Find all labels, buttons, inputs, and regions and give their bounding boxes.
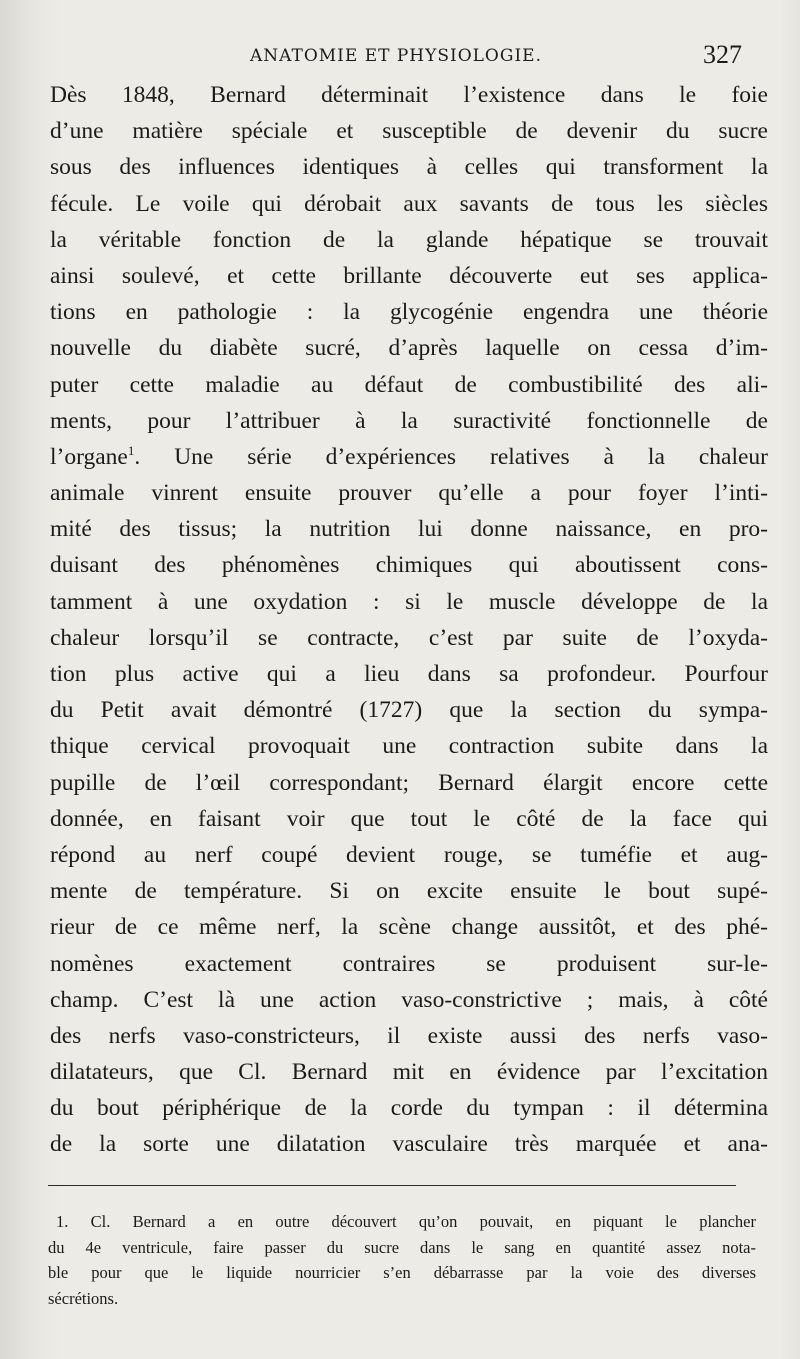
text-line: mente de température. Si on excite ensuite le bout supé- — [50, 878, 768, 905]
text-line: du Petit avait démontré (1727) que la section du sympa- — [50, 697, 768, 724]
text-line: thique cervical provoquait une contraction subite dans la — [50, 733, 768, 760]
text-line: Dès 1848, Bernard déterminait l’existence dans le foie — [50, 82, 768, 108]
text-line: du bout périphérique de la corde du tympan : il détermina — [50, 1095, 768, 1122]
text-line: dilatateurs, que Cl. Bernard mit en évidence par l’excitation — [50, 1059, 768, 1086]
footnotes — [48, 1209, 756, 1311]
text-line: des nerfs vaso-constricteurs, il existe aussi des nerfs vaso- — [50, 1022, 768, 1049]
text-line: de la sorte une dilatation vasculaire très marquée et ana- — [50, 1131, 768, 1158]
text-line: tions en pathologie : la glycogénie engendra une théorie — [50, 299, 768, 326]
body-text — [50, 77, 768, 1163]
footnote-line: 1. Cl. Bernard a en outre découvert qu’on pouvait, en piquant le plancher — [56, 1212, 756, 1231]
text-line: duisant des phénomènes chimiques qui aboutissent cons- — [50, 552, 768, 579]
page-number: 327 — [703, 40, 742, 69]
text-line: animale vinrent ensuite prouver qu’elle a pour foyer l’inti- — [50, 480, 768, 507]
footnote-line: ble pour que le liquide nourricier s’en débarrasse par la voie des diverses — [48, 1263, 756, 1282]
text-line: nouvelle du diabète sucré, d’après laquelle on cessa d’im- — [50, 335, 768, 362]
footnote-line: sécrétions. — [48, 1288, 119, 1308]
text-line: fécule. Le voile qui dérobait aux savants de tous les siècles — [50, 190, 768, 217]
text-line: répond au nerf coupé devient rouge, se tuméfie et aug- — [50, 841, 768, 868]
text-fragment: . Une série d’expériences relatives à la chaleur — [134, 443, 768, 470]
footnote-rule — [48, 1185, 736, 1186]
text-line: rieur de ce même nerf, la scène change aussitôt, et des phé- — [50, 914, 768, 941]
text-line: pupille de l’œil correspondant; Bernard élargit encore cette — [50, 769, 768, 796]
running-header — [0, 40, 800, 76]
text-line: d’une matière spéciale et susceptible de devenir du sucre — [50, 118, 768, 145]
text-line: sous des influences identiques à celles qui transforment la — [50, 154, 768, 181]
text-fragment: l’organe — [50, 443, 128, 470]
footnote-line: du 4e ventricule, faire passer du sucre dans le sang en quantité assez nota- — [48, 1237, 756, 1257]
text-line: donnée, en faisant voir que tout le côté de la face qui — [50, 805, 768, 832]
text-line: ainsi soulevé, et cette brillante découverte eut ses applica- — [50, 262, 768, 289]
text-line: champ. C’est là une action vaso-constrictive ; mais, à côté — [50, 986, 768, 1013]
running-title: ANATOMIE ET PHYSIOLOGIE. — [250, 46, 542, 66]
text-line: mité des tissus; la nutrition lui donne naissance, en pro- — [50, 516, 768, 543]
text-line: la véritable fonction de la glande hépatique se trouvait — [50, 226, 768, 253]
text-line-with-footnote-ref — [50, 439, 768, 475]
footnote-reference: 1 — [127, 443, 135, 459]
text-line: chaleur lorsqu’il se contracte, c’est par suite de l’oxyda- — [50, 624, 768, 651]
text-line: tamment à une oxydation : si le muscle développe de la — [50, 588, 768, 615]
text-line: ments, pour l’attribuer à la suractivité fonctionnelle de — [50, 407, 768, 434]
text-line: nomènes exactement contraires se produisent sur-le- — [50, 950, 768, 977]
text-line: puter cette maladie au défaut de combustibilité des ali- — [50, 371, 768, 398]
text-line: tion plus active qui a lieu dans sa profondeur. Pourfour — [50, 661, 768, 687]
